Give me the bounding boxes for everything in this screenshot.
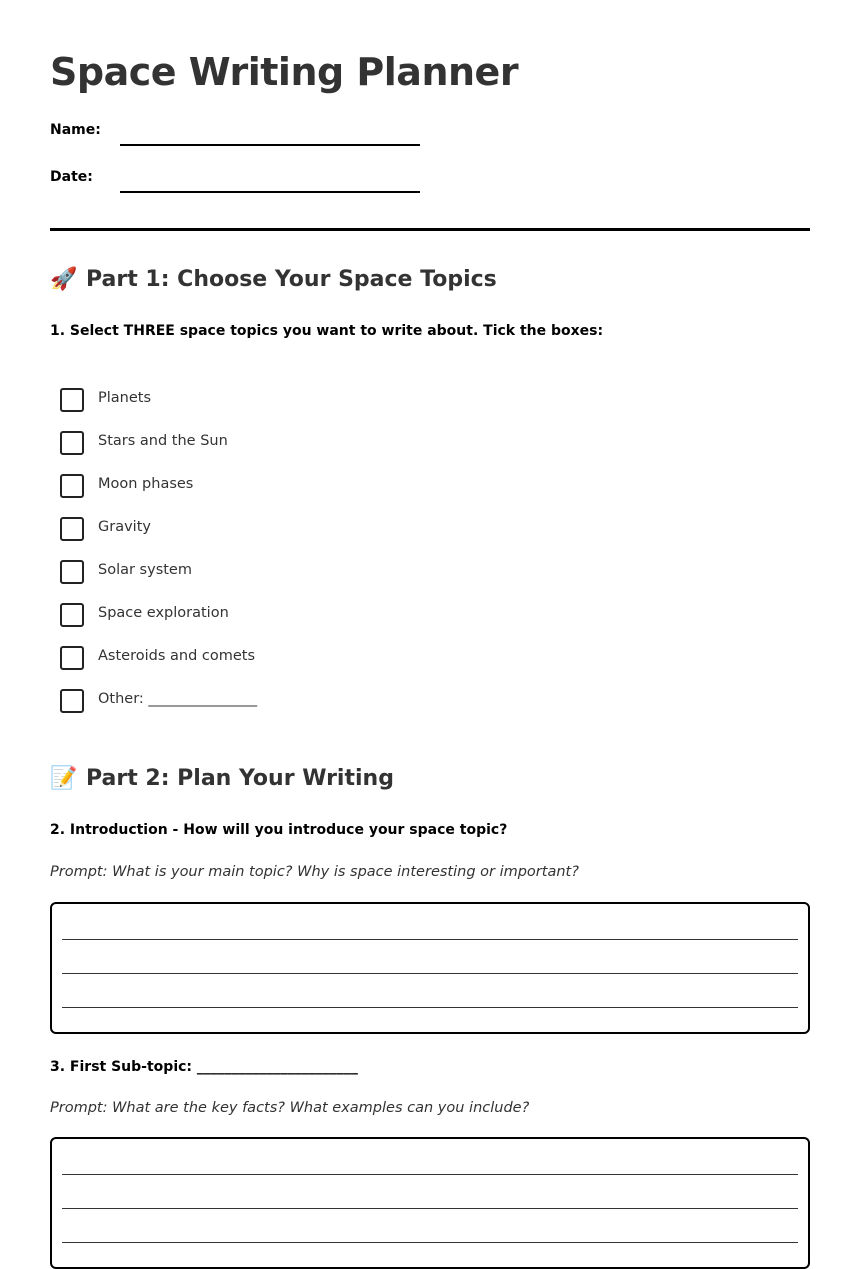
first-subtopic-answer-box[interactable] xyxy=(50,1137,810,1269)
memo-icon: 📝 xyxy=(50,766,78,791)
prompt-3: Prompt: What are the key facts? What examples can you include? xyxy=(50,1100,530,1116)
answer-write-line xyxy=(62,1007,798,1008)
part1-heading-text: Part 1: Choose Your Space Topics xyxy=(86,267,497,292)
page-title: Space Writing Planner xyxy=(50,50,519,94)
topic-checkbox[interactable] xyxy=(60,603,84,627)
topic-checkbox[interactable] xyxy=(60,517,84,541)
answer-write-line xyxy=(62,939,798,940)
prompt-2: Prompt: What is your main topic? Why is space interesting or important? xyxy=(50,864,579,880)
topic-label: Stars and the Sun xyxy=(98,433,228,449)
topic-label: Solar system xyxy=(98,562,192,578)
date-label: Date: xyxy=(50,169,93,185)
topic-checkbox[interactable] xyxy=(60,646,84,670)
topic-item-planets[interactable] xyxy=(60,388,460,414)
topic-label: Space exploration xyxy=(98,605,229,621)
topic-label: Moon phases xyxy=(98,476,194,492)
topic-label: Gravity xyxy=(98,519,151,535)
part1-heading xyxy=(50,267,497,292)
answer-write-line xyxy=(62,1174,798,1175)
name-write-line[interactable] xyxy=(120,144,420,146)
answer-write-line xyxy=(62,1242,798,1243)
topic-item-gravity[interactable] xyxy=(60,517,460,543)
part2-heading xyxy=(50,766,394,791)
question-1: 1. Select THREE space topics you want to write about. Tick the boxes: xyxy=(50,323,604,339)
answer-write-line xyxy=(62,1208,798,1209)
header-divider xyxy=(50,228,810,231)
topic-checkbox[interactable] xyxy=(60,689,84,713)
topic-item-asteroids-and-comets[interactable] xyxy=(60,646,460,672)
topic-item-solar-system[interactable] xyxy=(60,560,460,586)
question-3: 3. First Sub-topic: _______________________ xyxy=(50,1059,358,1075)
topic-checkbox[interactable] xyxy=(60,560,84,584)
date-write-line[interactable] xyxy=(120,191,420,193)
topic-label: Asteroids and comets xyxy=(98,648,256,664)
question-2: 2. Introduction - How will you introduce your space topic? xyxy=(50,822,508,838)
rocket-icon: 🚀 xyxy=(50,267,78,292)
topic-item-other[interactable] xyxy=(60,689,460,715)
topic-checkbox[interactable] xyxy=(60,431,84,455)
topic-label: Other: _______________ xyxy=(98,691,258,707)
answer-write-line xyxy=(62,973,798,974)
date-field-row xyxy=(50,163,470,193)
topic-item-moon-phases[interactable] xyxy=(60,474,460,500)
introduction-answer-box[interactable] xyxy=(50,902,810,1034)
topic-item-stars-and-sun[interactable] xyxy=(60,431,460,457)
topic-item-space-exploration[interactable] xyxy=(60,603,460,629)
topic-label: Planets xyxy=(98,390,152,406)
name-label: Name: xyxy=(50,122,101,138)
part2-heading-text: Part 2: Plan Your Writing xyxy=(86,766,394,791)
topic-checkbox[interactable] xyxy=(60,388,84,412)
name-field-row xyxy=(50,116,470,146)
topic-checkbox[interactable] xyxy=(60,474,84,498)
